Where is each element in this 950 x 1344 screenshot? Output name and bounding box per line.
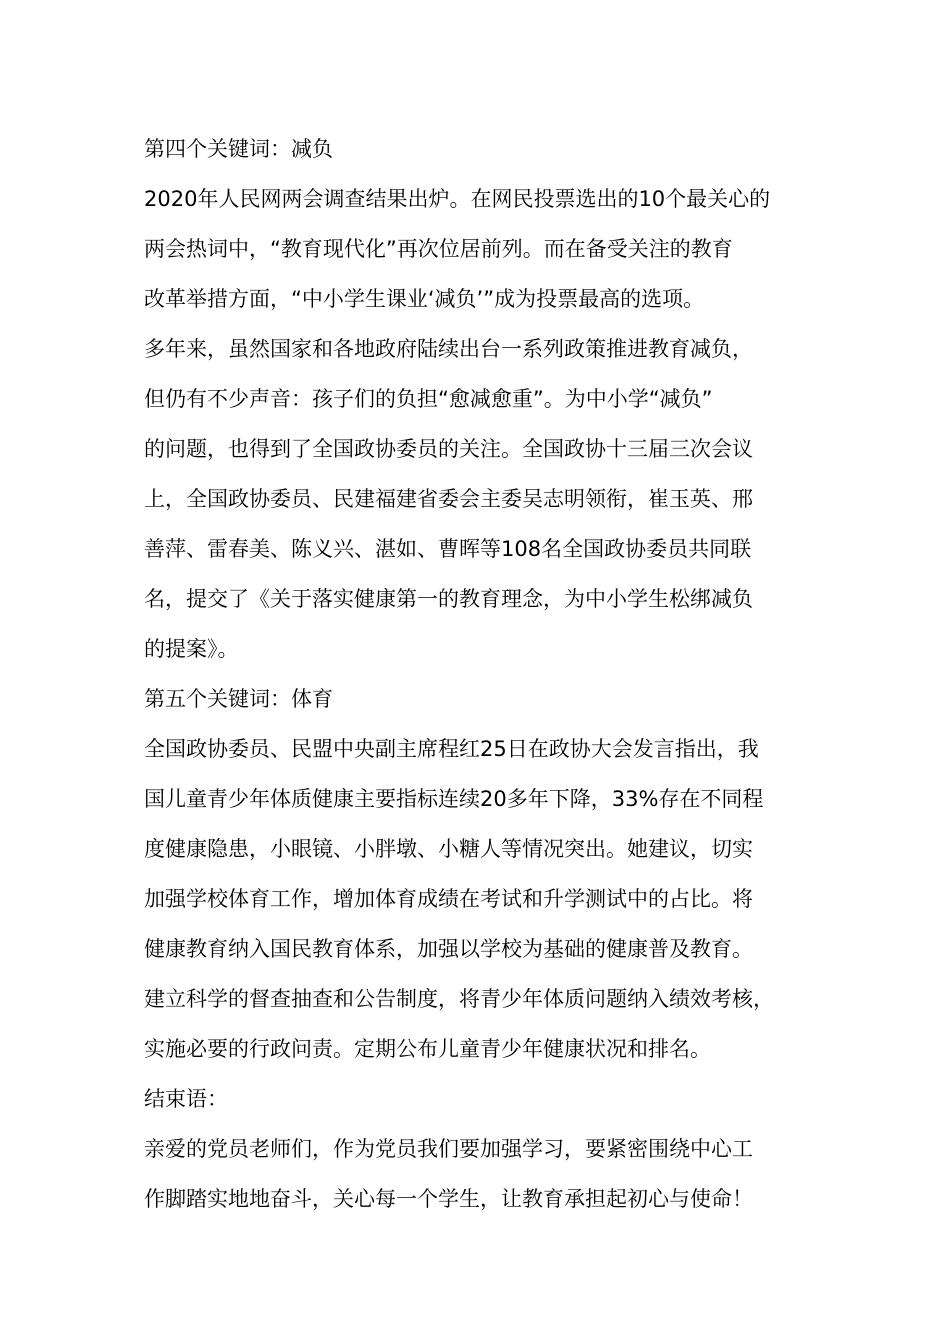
paragraph-line: 多年来，虽然国家和各地政府陆续出台一系列政策推进教育减负， (144, 337, 753, 361)
paragraph-line: 但仍有不少声音：孩子们的负担“愈减愈重”。为中小学“减负” (144, 387, 713, 411)
paragraph-line: 名，提交了《关于落实健康第一的教育理念，为中小学生松绑减负 (144, 587, 753, 611)
paragraph-line: 全国政协委员、民盟中央副主席程红25日在政协大会发言指出，我 (144, 737, 759, 761)
paragraph-line: 2020年人民网两会调查结果出炉。在网民投票选出的10个最关心的 (144, 187, 771, 211)
heading-keyword-4: 第四个关键词：减负 (144, 137, 333, 161)
paragraph-line: 作脚踏实地地奋斗，关心每一个学生，让教育承担起初心与使命！ (144, 1187, 753, 1211)
heading-conclusion: 结束语： (144, 1087, 228, 1111)
paragraph-line: 善萍、雷春美、陈义兴、湛如、曹晖等108名全国政协委员共同联 (144, 537, 752, 561)
paragraph-line: 加强学校体育工作，增加体育成绩在考试和升学测试中的占比。将 (144, 887, 753, 911)
paragraph-line: 的问题，也得到了全国政协委员的关注。全国政协十三届三次会议 (144, 437, 753, 461)
paragraph-line: 度健康隐患，小眼镜、小胖墩、小糖人等情况突出。她建议，切实 (144, 837, 753, 861)
paragraph-line: 实施必要的行政问责。定期公布儿童青少年健康状况和排名。 (144, 1037, 711, 1061)
paragraph-line: 亲爱的党员老师们，作为党员我们要加强学习，要紧密围绕中心工 (144, 1137, 753, 1161)
document-body (144, 124, 824, 1224)
paragraph-line: 建立科学的督查抽查和公告制度，将青少年体质问题纳入绩效考核， (144, 987, 774, 1011)
heading-keyword-5: 第五个关键词：体育 (144, 687, 333, 711)
paragraph-line: 健康教育纳入国民教育体系，加强以学校为基础的健康普及教育。 (144, 937, 753, 961)
paragraph-line: 上，全国政协委员、民建福建省委会主委吴志明领衔，崔玉英、邢 (144, 487, 753, 511)
paragraph-line: 的提案》。 (144, 637, 239, 661)
paragraph-line: 两会热词中，“教育现代化”再次位居前列。而在备受关注的教育 (144, 237, 733, 261)
paragraph-line: 国儿童青少年体质健康主要指标连续20多年下降，33%存在不同程 (144, 787, 764, 811)
paragraph-line: 改革举措方面，“中小学生课业‘减负’”成为投票最高的选项。 (144, 287, 705, 311)
